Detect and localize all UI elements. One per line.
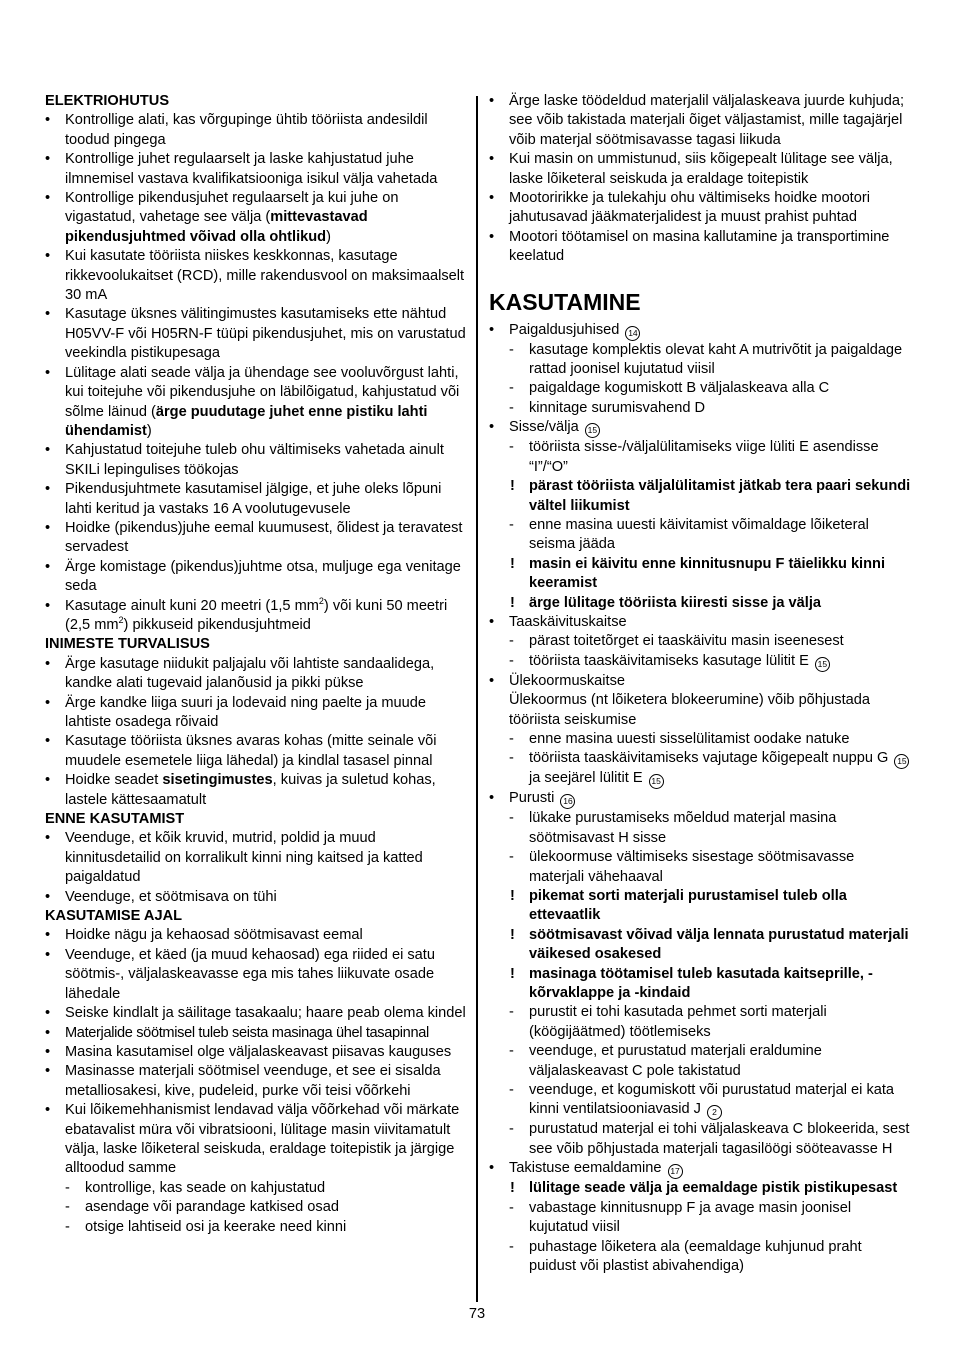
sub-list-item: - kontrollige, kas seade on kahjustatud [65, 1179, 470, 1198]
section-heading-kasutamise-ajal: KASUTAMISE AJAL [45, 908, 183, 925]
text: ) [326, 228, 331, 245]
warning-item: ! lülitage seade välja ja eemaldage pistik pistikupesast [509, 1179, 911, 1198]
right-column [489, 92, 911, 1276]
list-item: • Kasutage tööriista üksnes avaras kohas (mitte seinale või muudele esemetele liiga lähedal) ja kindlal tasasel pinnal [45, 732, 470, 771]
bold-text: sisetingimustes [162, 772, 273, 789]
list-item: • Hoidke nägu ja kehaosad söötmisavast eemal [45, 926, 470, 945]
text: Kui lõikemehhanismist lendavad välja võõrkehad või märkate ebatavalist müra või vibratsiooni, lülitage masin viivitamatult välja, laske lõiketeral seiskuda, eraldage toitepistik ja järgige alltoodud samme [65, 1102, 460, 1177]
text: tööriista taaskäivitamiseks vajutage kõigepealt nuppu G [529, 750, 889, 767]
figure-ref-icon: 17 [668, 1164, 683, 1179]
text: tööriista taaskäivitamiseks kasutage lülitit E [529, 652, 809, 669]
sub-list [509, 632, 911, 671]
list-item [45, 771, 470, 810]
list-kasutamine [489, 321, 911, 1277]
list-item: • Hoidke (pikendus)juhe eemal kuumusest, õlidest ja teravatest servadest [45, 519, 470, 558]
list-item: • Kasutage üksnes välitingimustes kasutamiseks ette nähtud H05VV-F või H05RN-F tüüpi pikendusjuhet, mis on varustatud veekindla pistikupesaga [45, 305, 470, 363]
list-item: • Mootoririkke ja tulekahju ohu vältimiseks hoidke mootori jahutusavad jääkmaterjalidest ja muust prahist puhtad [489, 189, 911, 228]
sub-list-item: - lükake purustamiseks mõeldud materjal masina söötmisavast H sisse [509, 809, 911, 848]
list-item: • Veenduge, et söötmisava on tühi [45, 888, 470, 907]
text: Takistuse eemaldamine [509, 1160, 662, 1177]
list-kasutamise-ajal-continued [489, 92, 911, 267]
sub-list-item: - otsige lahtiseid osi ja keerake need kinni [65, 1218, 470, 1237]
sub-list-item: - pärast toitetõrget ei taaskäivitu masin iseenesest [509, 632, 911, 651]
sub-list-item: - ülekoormuse vältimiseks sisestage söötmisavasse materjali vähehaaval [509, 848, 911, 887]
text: veenduge, et kogumiskott või purustatud materjal ei kata kinni ventilatsiooniavasid J [529, 1082, 895, 1118]
sub-list-item: - purustit ei tohi kasutada pehmet sorti materjali (köögijäätmed) töötlemiseks [509, 1003, 911, 1042]
text: ja seejärel lülitit E [529, 770, 643, 787]
list-item: • Kontrollige alati, kas võrgupinge ühtib tööriista andesildil toodud pingega [45, 111, 470, 150]
list-item: • Ärge kasutage niidukit paljajalu või lahtiste sandaalidega, kandke alati tugevaid jalanõusid ja pikki pükse [45, 655, 470, 694]
list-inimeste-turvalisus [45, 655, 470, 810]
text: Ülekoormuskaitse [509, 672, 625, 689]
sub-list-item: - asendage või parandage katkised osad [65, 1198, 470, 1217]
text: ) pikkuseid pikendusjuhtmeid [123, 616, 311, 633]
section-heading-enne-kasutamist: ENNE KASUTAMIST [45, 811, 185, 828]
list-item: • Masina kasutamisel olge väljalaskeavast piisavas kauguses [45, 1043, 470, 1062]
figure-ref-icon: 15 [585, 423, 600, 438]
sub-list-item: - puhastage lõiketera ala (eemaldage kuhjunud praht puidust või plastist abivahendiga) [509, 1238, 911, 1277]
text: Purusti [509, 790, 555, 807]
list-item: • Veenduge, et käed (ja muud kehaosad) ega riided ei satu söötmis-, väljalaskeavasse ega mis tahes liikuvate osade lähedale [45, 946, 470, 1004]
list-item: • Ärge kandke liiga suuri ja lodevaid ning paelte ja muude lahtiste osadega rõivaid [45, 694, 470, 733]
list-item: • Materjalide söötmisel tuleb seista masinaga ühel tasapinnal [45, 1024, 470, 1043]
list-item: • Ärge laske töödeldud materjalil väljalaskeava juurde kuhjuda; see võib takistada materjali õiget väljastamist, mille tagajärjel võib materjal söötmisavasse tagasi liikuda [489, 92, 911, 150]
bold-text: mittevastavad pikendusjuhtmed võivad olla ohtlikud [65, 209, 368, 245]
sub-list-item: - paigaldage kogumiskott B väljalaskeava alla C [509, 379, 911, 398]
warning-item: ! pärast tööriista väljalülitamist jätkab tera paari sekundi vältel liikumist [509, 477, 911, 516]
sub-list-item: - purustatud materjal ei tohi väljalaskeava C blokeerida, sest see võib põhjustada materjali tagasilöögi sööteavasse H [509, 1120, 911, 1159]
list-item: • Masinasse materjali söötmisel veenduge, et see ei sisalda metalliosakesi, kive, pudeleid, purke või teisi võõrkehi [45, 1062, 470, 1101]
sub-list [509, 730, 911, 789]
sub-list-item: - kasutage komplektis olevat kaht A mutrivõtit ja paigaldage rattad joonisel kujutatud viisil [509, 341, 911, 380]
figure-ref-icon: 16 [560, 794, 575, 809]
sub-list [509, 1179, 911, 1276]
sub-list-item [509, 1081, 911, 1120]
section-heading-elektriohutus: ELEKTRIOHUTUS [45, 93, 170, 109]
sub-list [509, 341, 911, 419]
warning-item: ! ärge lülitage tööriista kiiresti sisse ja välja [509, 594, 911, 613]
figure-ref-icon: 15 [649, 774, 664, 789]
text: , kuivas ja suletud kohas, lastele kättesaamatult [65, 772, 436, 808]
text: Taaskäivituskaitse [509, 613, 627, 630]
sub-list-item: - enne masina uuesti käivitamist võimaldage lõiketeral seisma jääda [509, 516, 911, 555]
list-item: • Kontrollige juhet regulaarselt ja laske kahjustatud juhe ilmnemisel vastava kvalifikatsiooniga isikul välja vahetada [45, 150, 470, 189]
text: Kasutage ainult kuni 20 meetri (1,5 mm [65, 597, 319, 614]
list-elektriohutus [45, 111, 470, 635]
list-item-ulekoormuskaitse [489, 672, 911, 790]
text: ) [146, 422, 152, 439]
column-divider [476, 96, 478, 1302]
sub-list-item: - kinnitage surumisvahend D [509, 399, 911, 418]
sub-list-item: - tööriista sisse-/väljalülitamiseks viige lüliti E asendisse “I”/“O” [509, 438, 911, 477]
list-item: • Seiske kindlalt ja säilitage tasakaalu; haare peab olema kindel [45, 1004, 470, 1023]
list-item [45, 364, 470, 442]
superscript: 2 [118, 615, 124, 626]
list-enne-kasutamist [45, 829, 470, 907]
figure-ref-icon: 2 [707, 1105, 722, 1120]
sub-list-item [509, 749, 911, 789]
figure-ref-icon: 15 [815, 657, 830, 672]
text: Sisse/välja [509, 419, 579, 436]
list-item: • Kui kasutate tööriista niiskes keskkonnas, kasutage rikkevoolukaitset (RCD), mille rakendusvool on maksimaalselt 30 mA [45, 247, 470, 305]
section-heading-inimeste-turvalisus: INIMESTE TURVALISUS [45, 636, 210, 653]
list-item [45, 597, 470, 636]
sub-list-item: - enne masina uuesti sisselülitamist oodake natuke [509, 730, 911, 749]
bold-text: ärge puudutage juhet enne pistiku lahti ühendamist [65, 403, 428, 439]
figure-ref-icon: 14 [625, 326, 640, 341]
text: Kontrollige pikendusjuhet regulaarselt ja kui juhe on vigastatud, vahetage see välja ( [65, 190, 399, 226]
list-item-sisse-valja [489, 418, 911, 613]
list-item: • Veenduge, et kõik kruvid, mutrid, poldid ja muud kinnitusdetailid on korralikult kinni ning kaitsed ja katted paigaldatud [45, 829, 470, 887]
page-number: 73 [468, 1306, 486, 1322]
list-item: • Pikendusjuhtmete kasutamisel jälgige, et juhe oleks lõpuni lahti keritud ja vastaks 16 A voolutugevusele [45, 480, 470, 519]
text: ) või kuni 50 meetri (2,5 mm [65, 597, 448, 633]
warning-item: ! masinaga töötamisel tuleb kasutada kaitseprille, -kõrvaklappe ja -kindaid [509, 965, 911, 1004]
sub-list [509, 809, 911, 1159]
section-heading-kasutamine: KASUTAMINE [489, 288, 641, 315]
sub-list [509, 438, 911, 613]
list-item [45, 189, 470, 247]
list-item-paigaldusjuhised [489, 321, 911, 419]
sub-list-item: - vabastage kinnitusnupp F ja avage masin joonisel kujutatud viisil [509, 1199, 911, 1238]
warning-item: ! masin ei käivitu enne kinnitusnupu F täielikku kinni keeramist [509, 555, 911, 594]
left-column [45, 92, 470, 1237]
sub-list-item [509, 652, 911, 672]
sub-list [65, 1179, 470, 1237]
list-item: • Ärge komistage (pikendus)juhtme otsa, muljuge ega venitage seda [45, 558, 470, 597]
paragraph: Ülekoormus (nt lõiketera blokeerumine) võib põhjustada tööriista seiskumise [509, 692, 870, 728]
list-item: • Kahjustatud toitejuhe tuleb ohu vältimiseks vahetada ainult SKILi lepingulises töökojas [45, 441, 470, 480]
warning-item: ! pikemat sorti materjali purustamisel tuleb olla ettevaatlik [509, 887, 911, 926]
list-item [45, 1101, 470, 1237]
sub-list-item: - veenduge, et purustatud materjali eraldumine väljalaskeavast C pole takistatud [509, 1042, 911, 1081]
list-item-takistuse-eemaldamine [489, 1159, 911, 1276]
text: Hoidke seadet [65, 772, 163, 789]
superscript: 2 [318, 595, 324, 606]
figure-ref-icon: 15 [894, 754, 909, 769]
list-item-purusti [489, 789, 911, 1159]
text: Lülitage alati seade välja ja ühendage see vooluvõrgust lahti, kui toitejuhe või pikendusjuhe on läbilõigatud, kahjustatud või sõlme läinud ( [65, 364, 460, 420]
warning-item: ! söötmisavast võivad välja lennata purustatud materjali väikesed osakesed [509, 926, 911, 965]
text: Paigaldusjuhised [509, 321, 620, 338]
list-item: • Kui masin on ummistunud, siis kõigepealt lülitage see välja, laske lõiketeral seiskuda ja eraldage toitepistik [489, 150, 911, 189]
list-item-taaskaivituskaitse [489, 613, 911, 672]
list-item: • Mootori töötamisel on masina kallutamine ja transportimine keelatud [489, 228, 911, 267]
list-kasutamise-ajal [45, 926, 470, 1237]
